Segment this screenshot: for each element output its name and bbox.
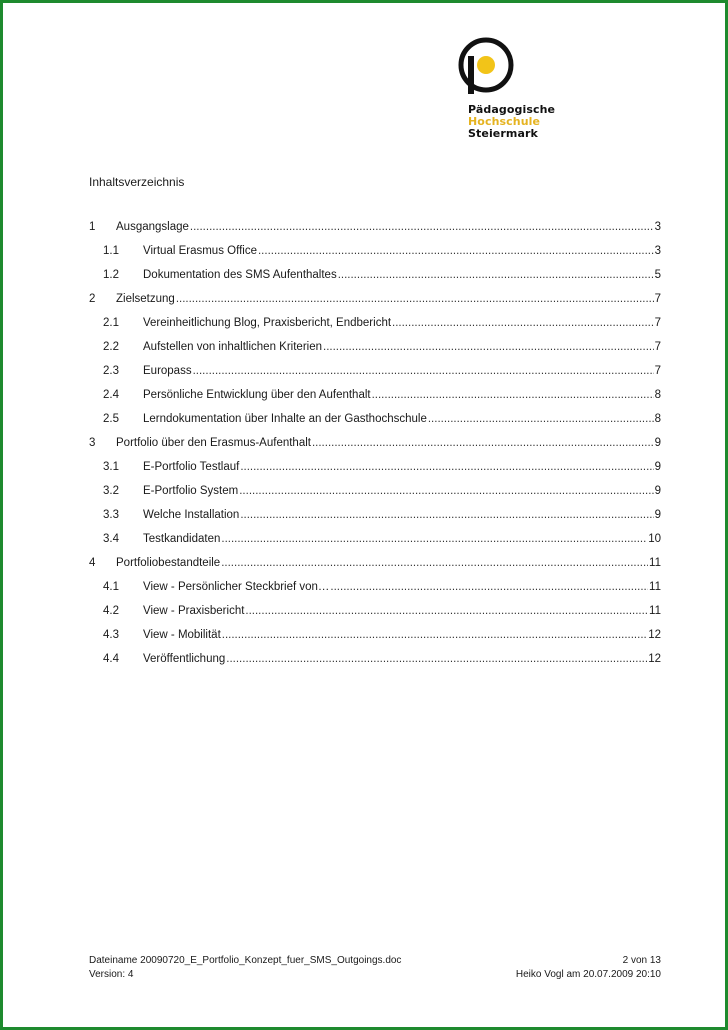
toc-entry-page: 9 <box>654 509 661 521</box>
toc-dot-leader <box>221 533 647 545</box>
toc-entry-page: 7 <box>654 317 661 329</box>
toc-entry-number: 4.1 <box>103 581 119 593</box>
toc-entry-page: 9 <box>654 437 661 449</box>
toc-dot-leader <box>428 413 654 425</box>
toc-dot-leader <box>258 245 654 257</box>
toc-entry-title: Virtual Erasmus Office <box>143 245 257 257</box>
toc-dot-leader <box>372 389 654 401</box>
toc-dot-leader <box>323 341 654 353</box>
toc-entry-number: 1 <box>89 221 96 233</box>
logo-line-3: Steiermark <box>468 127 538 140</box>
toc-entry-title: View - Praxisbericht <box>143 605 245 617</box>
toc-dot-leader <box>245 605 648 617</box>
toc-entry-title: Welche Installation <box>143 509 240 521</box>
toc-entry[interactable] <box>89 461 661 485</box>
toc-entry-page: 8 <box>654 389 661 401</box>
toc-entry[interactable] <box>89 629 661 653</box>
toc-entry-number: 1.1 <box>103 245 119 257</box>
toc-entry-title: Persönliche Entwicklung über den Aufenthalt <box>143 389 371 401</box>
toc-entry-page: 3 <box>654 245 661 257</box>
institution-logo <box>455 36 565 146</box>
toc-entry[interactable] <box>89 341 661 365</box>
toc-entry-number: 3.4 <box>103 533 119 545</box>
toc-entry[interactable] <box>89 485 661 509</box>
toc-heading: Inhaltsverzeichnis <box>89 175 185 189</box>
toc-entry-title: E-Portfolio Testlauf <box>143 461 240 473</box>
toc-dot-leader <box>239 485 653 497</box>
toc-entry-page: 7 <box>654 293 661 305</box>
toc-entry[interactable] <box>89 605 661 629</box>
toc-entry-title: Dokumentation des SMS Aufenthaltes <box>143 269 337 281</box>
page-footer <box>89 954 661 982</box>
toc-entry-title: E-Portfolio System <box>143 485 239 497</box>
toc-dot-leader <box>226 653 647 665</box>
toc-entry-page: 7 <box>654 341 661 353</box>
toc-entry[interactable] <box>89 581 661 605</box>
toc-entry-page: 12 <box>648 629 661 641</box>
toc-entry-title: Aufstellen von inhaltlichen Kriterien <box>143 341 322 353</box>
toc-entry-page: 10 <box>648 533 661 545</box>
toc-entry-title: Vereinheitlichung Blog, Praxisbericht, Endbericht <box>143 317 392 329</box>
toc-entry-title: Portfolio über den Erasmus-Aufenthalt <box>116 437 311 449</box>
toc-dot-leader <box>338 269 654 281</box>
toc-entry-number: 4.2 <box>103 605 119 617</box>
toc-entry[interactable] <box>89 245 661 269</box>
toc-entry-title: Ausgangslage <box>116 221 189 233</box>
toc-dot-leader <box>176 293 654 305</box>
toc-entry[interactable] <box>89 533 661 557</box>
toc-entry-page: 7 <box>654 365 661 377</box>
toc-entry-number: 3 <box>89 437 96 449</box>
toc-dot-leader <box>240 461 653 473</box>
toc-entry-page: 8 <box>654 413 661 425</box>
toc-entry[interactable] <box>89 293 661 317</box>
toc-dot-leader <box>330 581 648 593</box>
toc-entry-title: Veröffentlichung <box>143 653 226 665</box>
toc-entry[interactable] <box>89 653 661 677</box>
toc-entry-page: 12 <box>648 653 661 665</box>
toc-entry-page: 11 <box>649 557 661 569</box>
toc-dot-leader <box>190 221 654 233</box>
toc-entry[interactable] <box>89 365 661 389</box>
toc-entry-number: 3.3 <box>103 509 119 521</box>
toc-dot-leader <box>221 557 648 569</box>
toc-entry-page: 5 <box>654 269 661 281</box>
logo-line-2: Hochschule <box>468 115 541 128</box>
toc-entry-number: 4 <box>89 557 96 569</box>
toc-entry-title: Zielsetzung <box>116 293 175 305</box>
toc-entry-title: Europass <box>143 365 192 377</box>
toc-entry-number: 3.1 <box>103 461 119 473</box>
toc-entry[interactable] <box>89 437 661 461</box>
toc-entry-number: 2.1 <box>103 317 119 329</box>
toc-entry-number: 4.3 <box>103 629 119 641</box>
toc-entry[interactable] <box>89 509 661 533</box>
logo-line-1: Pädagogische <box>468 103 556 116</box>
toc-entry[interactable] <box>89 317 661 341</box>
toc-dot-leader <box>312 437 654 449</box>
toc-entry-title: Portfoliobestandteile <box>116 557 221 569</box>
toc-entry-page: 11 <box>649 581 661 593</box>
footer-version: Version: 4 <box>89 969 134 980</box>
logo-p-icon <box>455 36 517 98</box>
toc-entry-page: 9 <box>654 485 661 497</box>
toc-entry[interactable] <box>89 389 661 413</box>
toc-entry-number: 2 <box>89 293 96 305</box>
toc-entry-page: 3 <box>654 221 661 233</box>
toc-entry-number: 2.5 <box>103 413 119 425</box>
toc-dot-leader <box>193 365 654 377</box>
table-of-contents <box>89 221 661 677</box>
toc-dot-leader <box>392 317 654 329</box>
toc-entry-number: 1.2 <box>103 269 119 281</box>
footer-page-of: 2 von 13 <box>622 955 661 966</box>
toc-entry-page: 9 <box>654 461 661 473</box>
toc-entry-title: Testkandidaten <box>143 533 221 545</box>
footer-filename: Dateiname 20090720_E_Portfolio_Konzept_fuer_SMS_Outgoings.doc <box>89 955 402 966</box>
toc-entry[interactable] <box>89 269 661 293</box>
toc-entry-title: View - Persönlicher Steckbrief von… <box>143 581 330 593</box>
toc-entry[interactable] <box>89 413 661 437</box>
toc-entry[interactable] <box>89 221 661 245</box>
toc-entry-number: 2.4 <box>103 389 119 401</box>
toc-entry-number: 2.2 <box>103 341 119 353</box>
toc-entry-title: View - Mobilität <box>143 629 221 641</box>
footer-author-date: Heiko Vogl am 20.07.2009 20:10 <box>515 969 661 980</box>
toc-entry-page: 11 <box>649 605 661 617</box>
toc-entry-number: 3.2 <box>103 485 119 497</box>
toc-entry-title: Lerndokumentation über Inhalte an der Gasthochschule <box>143 413 427 425</box>
toc-entry-number: 4.4 <box>103 653 119 665</box>
toc-dot-leader <box>240 509 653 521</box>
logo-text <box>468 104 555 140</box>
toc-entry[interactable] <box>89 557 661 581</box>
toc-dot-leader <box>222 629 647 641</box>
toc-entry-number: 2.3 <box>103 365 119 377</box>
